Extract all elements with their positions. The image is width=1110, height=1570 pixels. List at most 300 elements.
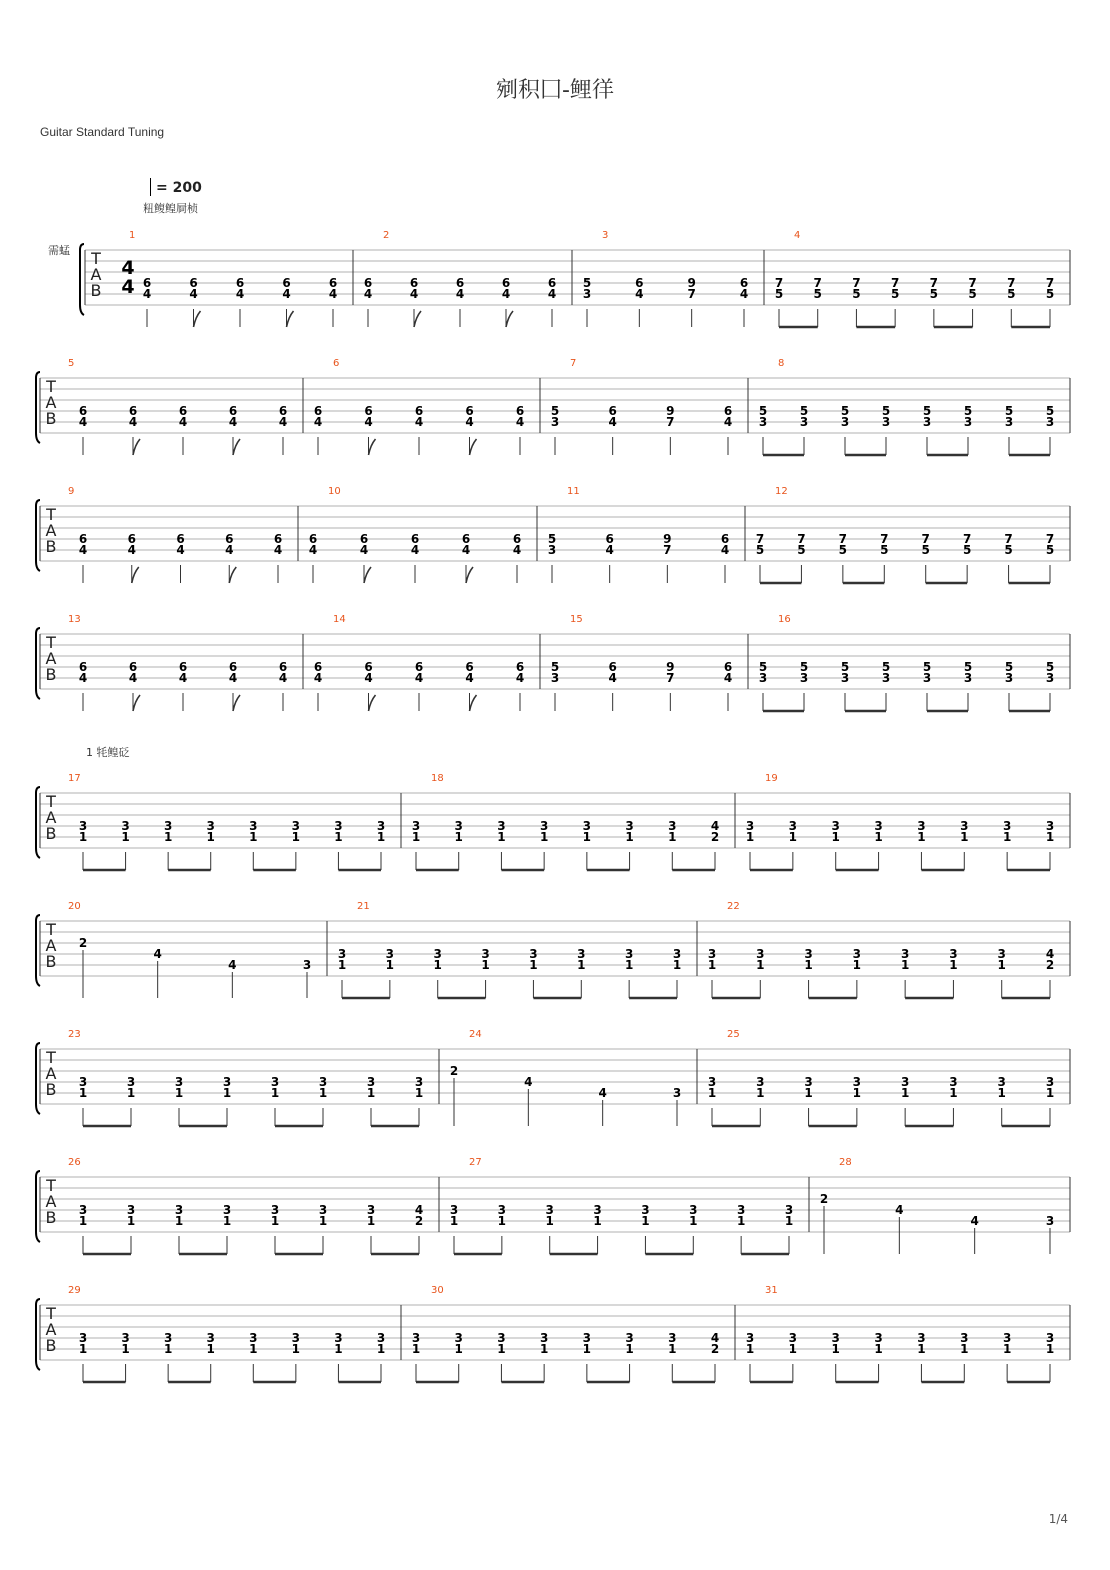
fret-number: 6 xyxy=(78,532,88,546)
fret-number: 3 xyxy=(668,1331,677,1345)
fret-number: 7 xyxy=(663,543,672,557)
fret-number: 1 xyxy=(831,830,840,844)
fret-number: 1 xyxy=(625,830,634,844)
eighth-flag xyxy=(414,311,421,327)
section-note: 1 牦鳇砭 xyxy=(86,746,130,759)
fret-number: 1 xyxy=(707,958,717,972)
fret-number: 3 xyxy=(334,819,343,833)
fret-number: 3 xyxy=(291,1331,301,1345)
fret-number: 1 xyxy=(222,1214,232,1228)
eighth-flag xyxy=(133,439,140,455)
fret-number: 5 xyxy=(813,287,822,301)
fret-number: 7 xyxy=(687,287,696,301)
measure-number: 28 xyxy=(839,1157,852,1168)
fret-number: 3 xyxy=(454,1331,463,1345)
fret-number: 6 xyxy=(363,276,373,290)
fret-number: 1 xyxy=(788,1342,798,1356)
fret-number: 1 xyxy=(376,830,386,844)
fret-number: 6 xyxy=(501,276,511,290)
fret-number: 1 xyxy=(249,830,258,844)
fret-number: 6 xyxy=(414,660,424,674)
fret-number: 3 xyxy=(1002,1331,1012,1345)
fret-number: 3 xyxy=(668,819,677,833)
measure-number: 3 xyxy=(602,230,609,241)
fret-number: 6 xyxy=(409,276,419,290)
measure-number: 12 xyxy=(775,486,788,497)
fret-number: 1 xyxy=(206,1342,215,1356)
fret-number: 3 xyxy=(624,947,634,961)
fret-number: 6 xyxy=(461,532,471,546)
fret-number: 1 xyxy=(1002,830,1012,844)
fret-number: 3 xyxy=(337,947,347,961)
fret-number: 6 xyxy=(189,276,198,290)
fret-number: 1 xyxy=(206,830,215,844)
fret-number: 1 xyxy=(756,958,765,972)
fret-number: 5 xyxy=(963,404,973,418)
fret-number: 3 xyxy=(1045,1331,1055,1345)
fret-number: 5 xyxy=(968,287,977,301)
fret-number: 5 xyxy=(881,404,891,418)
fret-number: 6 xyxy=(410,532,420,546)
fret-number: 4 xyxy=(153,947,162,961)
tab-clef-letter: T xyxy=(46,633,56,652)
fret-number: 7 xyxy=(1045,276,1055,290)
fret-number: 3 xyxy=(545,1203,554,1217)
fret-number: 3 xyxy=(1004,415,1014,429)
measure-number: 26 xyxy=(68,1157,81,1168)
fret-number: 3 xyxy=(302,958,312,972)
fret-number: 3 xyxy=(411,819,421,833)
fret-number: 1 xyxy=(745,1342,755,1356)
fret-number: 3 xyxy=(784,1203,794,1217)
fret-number: 5 xyxy=(758,404,768,418)
fret-number: 3 xyxy=(163,1331,173,1345)
fret-number: 4 xyxy=(414,415,424,429)
fret-number: 3 xyxy=(758,671,768,685)
fret-number: 6 xyxy=(328,276,338,290)
measure-number: 5 xyxy=(68,358,75,369)
fret-number: 3 xyxy=(163,819,173,833)
fret-number: 3 xyxy=(318,1203,328,1217)
tab-clef-letter: T xyxy=(46,1176,56,1195)
eighth-flag xyxy=(506,311,513,327)
fret-number: 6 xyxy=(547,276,557,290)
fret-number: 4 xyxy=(328,287,338,301)
fret-number: 6 xyxy=(278,404,288,418)
fret-number: 3 xyxy=(788,819,798,833)
measure-number: 24 xyxy=(469,1029,482,1040)
fret-number: 3 xyxy=(852,947,862,961)
fret-number: 1 xyxy=(222,1086,232,1100)
fret-number: 7 xyxy=(968,276,977,290)
fret-number: 3 xyxy=(1045,1214,1055,1228)
measure-number: 8 xyxy=(778,358,785,369)
fret-number: 6 xyxy=(176,532,185,546)
tab-clef-letter: T xyxy=(91,249,101,268)
fret-number: 3 xyxy=(963,415,973,429)
fret-number: 4 xyxy=(313,415,323,429)
fret-number: 5 xyxy=(1004,543,1013,557)
page-number: 1/4 xyxy=(1048,1512,1068,1526)
fret-number: 6 xyxy=(225,532,234,546)
fret-number: 1 xyxy=(497,1342,506,1356)
tab-clef-letter: A xyxy=(45,936,57,955)
fret-number: 3 xyxy=(582,1331,592,1345)
fret-number: 5 xyxy=(1045,660,1055,674)
fret-number: 4 xyxy=(78,415,88,429)
fret-number: 6 xyxy=(608,660,617,674)
fret-number: 1 xyxy=(529,958,538,972)
fret-number: 3 xyxy=(376,1331,386,1345)
fret-number: 3 xyxy=(625,819,634,833)
fret-number: 7 xyxy=(890,276,900,290)
fret-number: 4 xyxy=(364,671,373,685)
fret-number: 3 xyxy=(366,1203,376,1217)
fret-number: 1 xyxy=(784,1214,794,1228)
fret-number: 2 xyxy=(819,1192,829,1206)
fret-number: 4 xyxy=(176,543,185,557)
fret-number: 4 xyxy=(313,671,323,685)
fret-number: 9 xyxy=(666,660,675,674)
fret-number: 4 xyxy=(189,287,198,301)
tab-clef-letter: B xyxy=(45,952,57,971)
tab-clef-letter: A xyxy=(45,393,57,412)
fret-number: 1 xyxy=(291,830,301,844)
fret-number: 1 xyxy=(366,1086,376,1100)
fret-number: 1 xyxy=(641,1214,650,1228)
fret-number: 1 xyxy=(497,1214,507,1228)
system-bracket xyxy=(36,500,40,571)
measure-number: 16 xyxy=(778,614,791,625)
fret-number: 6 xyxy=(515,404,525,418)
fret-number: 6 xyxy=(465,660,474,674)
fret-number: 5 xyxy=(755,543,765,557)
fret-number: 1 xyxy=(414,1086,424,1100)
fret-number: 1 xyxy=(917,830,926,844)
fret-number: 4 xyxy=(598,1086,607,1100)
fret-number: 7 xyxy=(929,276,939,290)
fret-number: 1 xyxy=(672,958,682,972)
fret-number: 1 xyxy=(1045,1342,1055,1356)
fret-number: 4 xyxy=(409,287,419,301)
fret-number: 3 xyxy=(707,947,717,961)
measure-number: 6 xyxy=(333,358,340,369)
fret-number: 1 xyxy=(385,958,395,972)
fret-number: 7 xyxy=(962,532,972,546)
fret-number: 3 xyxy=(249,819,258,833)
fret-number: 7 xyxy=(813,276,822,290)
tab-clef-letter: B xyxy=(45,1208,57,1227)
fret-number: 3 xyxy=(641,1203,650,1217)
measure-number: 1 xyxy=(129,230,136,241)
system-bracket xyxy=(36,628,40,699)
fret-number: 6 xyxy=(308,532,318,546)
fret-number: 1 xyxy=(163,830,173,844)
fret-number: 6 xyxy=(235,276,245,290)
tab-clef-letter: T xyxy=(46,1048,56,1067)
eighth-flag xyxy=(470,439,477,455)
fret-number: 6 xyxy=(739,276,749,290)
fret-number: 2 xyxy=(710,830,720,844)
fret-number: 4 xyxy=(142,287,152,301)
fret-number: 6 xyxy=(720,532,730,546)
fret-number: 4 xyxy=(970,1214,979,1228)
fret-number: 3 xyxy=(78,1075,88,1089)
fret-number: 1 xyxy=(433,958,442,972)
fret-number: 9 xyxy=(687,276,696,290)
fret-number: 1 xyxy=(874,830,883,844)
fret-number: 3 xyxy=(672,1086,682,1100)
fret-number: 3 xyxy=(960,819,969,833)
fret-number: 3 xyxy=(249,1331,258,1345)
fret-number: 5 xyxy=(880,543,889,557)
fret-number: 5 xyxy=(1045,287,1055,301)
tab-clef-letter: A xyxy=(90,265,102,284)
measure-number: 17 xyxy=(68,773,81,784)
fret-number: 1 xyxy=(126,1214,136,1228)
fret-number: 9 xyxy=(666,404,675,418)
fret-number: 3 xyxy=(804,947,813,961)
fret-number: 3 xyxy=(917,1331,926,1345)
fret-number: 3 xyxy=(672,947,682,961)
fret-number: 3 xyxy=(900,1075,910,1089)
fret-number: 5 xyxy=(1007,287,1016,301)
fret-number: 7 xyxy=(666,671,675,685)
eighth-flag xyxy=(233,695,240,711)
tab-clef-letter: A xyxy=(45,1192,57,1211)
fret-number: 3 xyxy=(756,947,765,961)
fret-number: 1 xyxy=(78,1214,88,1228)
fret-number: 1 xyxy=(78,830,88,844)
fret-number: 1 xyxy=(900,1086,910,1100)
measure-number: 19 xyxy=(765,773,778,784)
fret-number: 3 xyxy=(949,947,958,961)
fret-number: 1 xyxy=(539,830,549,844)
fret-number: 3 xyxy=(497,819,506,833)
fret-number: 3 xyxy=(881,415,891,429)
fret-number: 3 xyxy=(121,1331,130,1345)
track-name: 需蜢 xyxy=(48,244,70,257)
tab-clef-letter: T xyxy=(46,1304,56,1323)
eighth-flag xyxy=(470,695,477,711)
fret-number: 5 xyxy=(922,660,932,674)
measure-number: 18 xyxy=(431,773,444,784)
measure-number: 25 xyxy=(727,1029,740,1040)
measure-number: 14 xyxy=(333,614,346,625)
fret-number: 3 xyxy=(625,1331,634,1345)
fret-number: 5 xyxy=(922,404,932,418)
fret-number: 6 xyxy=(515,660,525,674)
fret-number: 3 xyxy=(922,671,932,685)
fret-number: 3 xyxy=(881,671,891,685)
fret-number: 1 xyxy=(917,1342,926,1356)
tab-clef-letter: B xyxy=(45,409,57,428)
fret-number: 2 xyxy=(449,1064,459,1078)
system-bracket xyxy=(36,1171,40,1242)
fret-number: 2 xyxy=(710,1342,720,1356)
measure-number: 20 xyxy=(68,901,81,912)
fret-number: 1 xyxy=(831,1342,840,1356)
fret-number: 1 xyxy=(577,958,586,972)
fret-number: 3 xyxy=(917,819,926,833)
fret-number: 3 xyxy=(997,947,1006,961)
fret-number: 3 xyxy=(582,819,592,833)
fret-number: 1 xyxy=(337,958,347,972)
fret-number: 6 xyxy=(465,404,474,418)
fret-number: 5 xyxy=(550,404,560,418)
fret-number: 4 xyxy=(228,415,238,429)
fret-number: 1 xyxy=(121,1342,130,1356)
fret-number: 6 xyxy=(723,660,733,674)
fret-number: 3 xyxy=(78,819,88,833)
fret-number: 1 xyxy=(481,958,490,972)
fret-number: 1 xyxy=(545,1214,554,1228)
fret-number: 3 xyxy=(206,819,215,833)
fret-number: 4 xyxy=(723,415,733,429)
fret-number: 1 xyxy=(376,1342,386,1356)
fret-number: 1 xyxy=(804,1086,813,1100)
fret-number: 1 xyxy=(497,830,506,844)
fret-number: 6 xyxy=(78,660,88,674)
fret-number: 3 xyxy=(547,543,557,557)
fret-number: 3 xyxy=(550,415,560,429)
fret-number: 4 xyxy=(308,543,318,557)
fret-number: 1 xyxy=(745,830,755,844)
system-bracket xyxy=(36,787,40,858)
fret-number: 3 xyxy=(174,1203,184,1217)
fret-number: 3 xyxy=(922,415,932,429)
fret-number: 4 xyxy=(78,671,88,685)
eighth-flag xyxy=(133,695,140,711)
fret-number: 3 xyxy=(1004,671,1014,685)
fret-number: 7 xyxy=(797,532,806,546)
tab-clef-letter: T xyxy=(46,920,56,939)
eighth-flag xyxy=(364,567,371,583)
fret-number: 1 xyxy=(249,1342,258,1356)
fret-number: 3 xyxy=(799,415,809,429)
fret-number: 4 xyxy=(739,287,749,301)
fret-number: 1 xyxy=(454,830,463,844)
fret-number: 4 xyxy=(235,287,245,301)
measure-number: 29 xyxy=(68,1285,81,1296)
fret-number: 5 xyxy=(799,660,809,674)
fret-number: 3 xyxy=(497,1331,506,1345)
fret-number: 3 xyxy=(582,287,592,301)
fret-number: 6 xyxy=(512,532,522,546)
fret-number: 1 xyxy=(736,1214,746,1228)
fret-number: 5 xyxy=(547,532,557,546)
fret-number: 3 xyxy=(963,671,973,685)
fret-number: 4 xyxy=(1045,947,1055,961)
measure-number: 10 xyxy=(328,486,341,497)
tuning-label: Guitar Standard Tuning xyxy=(40,125,165,139)
fret-number: 1 xyxy=(582,830,592,844)
fret-number: 3 xyxy=(799,671,809,685)
fret-number: 3 xyxy=(222,1075,232,1089)
fret-number: 6 xyxy=(278,660,288,674)
fret-number: 4 xyxy=(710,1331,720,1345)
fret-number: 7 xyxy=(852,276,861,290)
fret-number: 1 xyxy=(624,958,634,972)
measure-number: 4 xyxy=(794,230,801,241)
fret-number: 3 xyxy=(449,1203,459,1217)
fret-number: 3 xyxy=(550,671,560,685)
fret-number: 1 xyxy=(900,958,910,972)
fret-number: 3 xyxy=(758,415,768,429)
fret-number: 3 xyxy=(852,1075,862,1089)
fret-number: 1 xyxy=(539,1342,549,1356)
fret-number: 1 xyxy=(411,830,421,844)
fret-number: 5 xyxy=(774,287,784,301)
fret-number: 1 xyxy=(689,1214,698,1228)
fret-number: 1 xyxy=(1045,830,1055,844)
fret-number: 1 xyxy=(270,1214,280,1228)
fret-number: 5 xyxy=(758,660,768,674)
fret-number: 4 xyxy=(515,415,525,429)
fret-number: 1 xyxy=(852,1086,862,1100)
fret-number: 3 xyxy=(1045,1075,1055,1089)
tab-clef-letter: T xyxy=(46,377,56,396)
fret-number: 3 xyxy=(385,947,395,961)
eighth-flag xyxy=(369,695,376,711)
fret-number: 4 xyxy=(364,415,373,429)
tab-clef-letter: A xyxy=(45,1064,57,1083)
fret-number: 3 xyxy=(1045,671,1055,685)
measure-number: 21 xyxy=(357,901,370,912)
fret-number: 7 xyxy=(666,415,675,429)
fret-number: 3 xyxy=(78,1331,88,1345)
fret-number: 1 xyxy=(121,830,130,844)
fret-number: 4 xyxy=(710,819,720,833)
fret-number: 4 xyxy=(128,671,138,685)
fret-number: 1 xyxy=(997,958,1006,972)
fret-number: 7 xyxy=(755,532,765,546)
fret-number: 5 xyxy=(1004,404,1014,418)
fret-number: 4 xyxy=(608,671,617,685)
fret-number: 7 xyxy=(880,532,889,546)
fret-number: 6 xyxy=(605,532,614,546)
fret-number: 1 xyxy=(788,830,798,844)
fret-number: 3 xyxy=(736,1203,746,1217)
measure-number: 7 xyxy=(570,358,577,369)
fret-number: 3 xyxy=(126,1203,136,1217)
fret-number: 3 xyxy=(577,947,586,961)
fret-number: 5 xyxy=(929,287,939,301)
fret-number: 1 xyxy=(960,830,969,844)
fret-number: 1 xyxy=(334,830,343,844)
fret-number: 3 xyxy=(831,1331,840,1345)
fret-number: 4 xyxy=(127,543,136,557)
fret-number: 4 xyxy=(363,287,373,301)
fret-number: 3 xyxy=(840,671,850,685)
tempo-text: 粈鳆鳇屙桢 xyxy=(143,202,198,215)
fret-number: 4 xyxy=(228,958,237,972)
fret-number: 4 xyxy=(515,671,525,685)
fret-number: 4 xyxy=(414,1203,424,1217)
fret-number: 3 xyxy=(433,947,442,961)
fret-number: 3 xyxy=(745,1331,755,1345)
fret-number: 3 xyxy=(411,1331,421,1345)
fret-number: 4 xyxy=(410,543,420,557)
measure-number: 15 xyxy=(570,614,583,625)
fret-number: 1 xyxy=(411,1342,421,1356)
tab-clef-letter: B xyxy=(45,824,57,843)
fret-number: 3 xyxy=(270,1203,280,1217)
fret-number: 1 xyxy=(334,1342,343,1356)
fret-number: 4 xyxy=(465,671,474,685)
fret-number: 1 xyxy=(449,1214,459,1228)
fret-number: 3 xyxy=(126,1075,136,1089)
